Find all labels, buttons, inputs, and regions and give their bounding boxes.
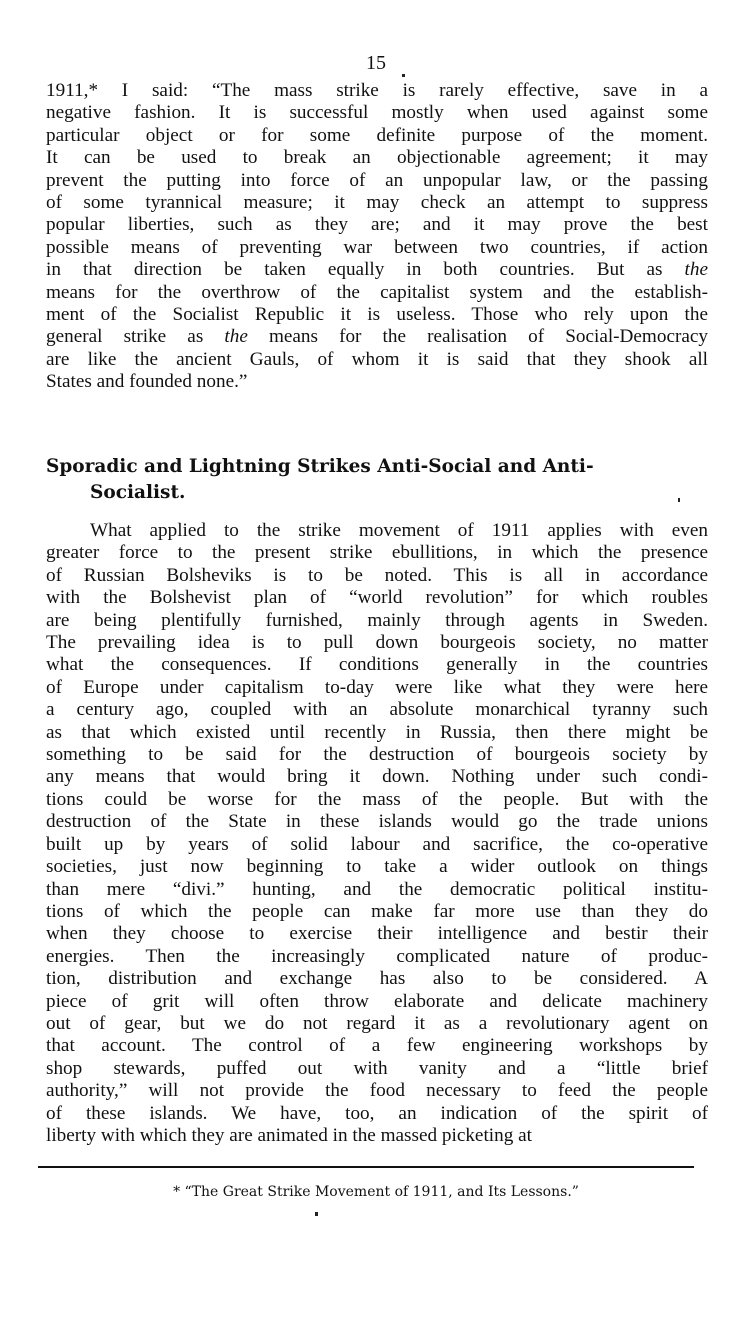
section-heading-line: Sporadic and Lightning Strikes Anti-Social and Anti- [46,456,594,477]
text-line: destruction of the State in these islands would go the trade unions [46,811,708,833]
text-line: The prevailing idea is to pull down bourgeois society, no matter [46,632,708,654]
text-line: greater force to the present strike ebullitions, in which the presence [46,542,708,564]
text-line: What applied to the strike movement of 1911 applies with even [90,520,708,541]
text-line: of Europe under capitalism to-day were like what they were here [46,676,708,698]
text-line: something to be said for the destruction of bourgeois society by [46,744,708,766]
text-line: of Russian Bolsheviks is to be noted. This is all in accordance [46,564,708,586]
text-line: negative fashion. It is successful mostly when used against some [46,102,708,124]
text-line: of some tyrannical measure; it may check an attempt to suppress [46,192,708,214]
text-line: with the Bolshevist plan of “world revolution” for which roubles [46,587,708,609]
footnote: * “The Great Strike Movement of 1911, and Its Lessons.” [173,1184,579,1200]
text-line: tion, distribution and exchange has also to be considered. A [46,968,708,990]
text-line: shop stewards, puffed out with vanity and a “little brief [46,1057,708,1079]
footnote-rule [38,1166,694,1168]
text-line: particular object or for some definite purpose of the moment. [46,124,708,146]
text-line: tions could be worse for the mass of the people. But with the [46,788,708,810]
text-line: States and founded none.” [46,371,248,393]
scan-speck [678,498,680,502]
text-line: of these islands. We have, too, an indication of the spirit of [46,1102,708,1124]
text-line: are being plentifully furnished, mainly through agents in Sweden. [46,609,708,631]
scan-speck [315,1212,318,1216]
text-line: are like the ancient Gauls, of whom it is said that they shook all [46,348,708,370]
text-line: authority,” will not provide the food necessary to feed the people [46,1080,708,1102]
text-line: societies, just now beginning to take a wider outlook on things [46,856,708,878]
text-line: what the consequences. If conditions generally in the countries [46,654,708,676]
section-heading-line: Socialist. [90,482,186,503]
text-line: as that which existed until recently in Russia, then there might be [46,721,708,743]
text-line: ment of the Socialist Republic it is useless. Those who rely upon the [46,304,708,326]
text-line: liberty with which they are animated in the massed picketing at [46,1124,532,1146]
page-number: 15 [366,52,386,74]
text-line: any means that would bring it down. Nothing under such condi- [46,766,708,788]
scan-speck [402,74,405,77]
section-heading [46,454,686,506]
text-line: out of gear, but we do not regard it as a revolutionary agent on [46,1012,708,1034]
text-line: general strike as the means for the realisation of Social-Democracy [46,326,708,348]
body-paragraph [46,80,708,394]
text-line: 1911,* I said: “The mass strike is rarely effective, save in a [46,80,708,101]
body-paragraph [46,520,708,1147]
text-line: tions of which the people can make far more use than they do [46,900,708,922]
text-line: than mere “divi.” hunting, and the democratic political institu- [46,878,708,900]
text-line: piece of grit will often throw elaborate and delicate machinery [46,990,708,1012]
text-line: a century ago, coupled with an absolute monarchical tyranny such [46,699,708,721]
text-line: It can be used to break an objectionable agreement; it may [46,147,708,169]
text-line: energies. Then the increasingly complicated nature of produc- [46,945,708,967]
text-line: means for the overthrow of the capitalist system and the establish- [46,281,708,303]
text-line: prevent the putting into force of an unpopular law, or the passing [46,169,708,191]
text-line: in that direction be taken equally in both countries. But as the [46,259,708,281]
text-line: that account. The control of a few engineering workshops by [46,1035,708,1057]
text-line: possible means of preventing war between two countries, if action [46,236,708,258]
text-line: popular liberties, such as they are; and it may prove the best [46,214,708,236]
text-line: built up by years of solid labour and sacrifice, the co-operative [46,833,708,855]
text-line: when they choose to exercise their intelligence and bestir their [46,923,708,945]
